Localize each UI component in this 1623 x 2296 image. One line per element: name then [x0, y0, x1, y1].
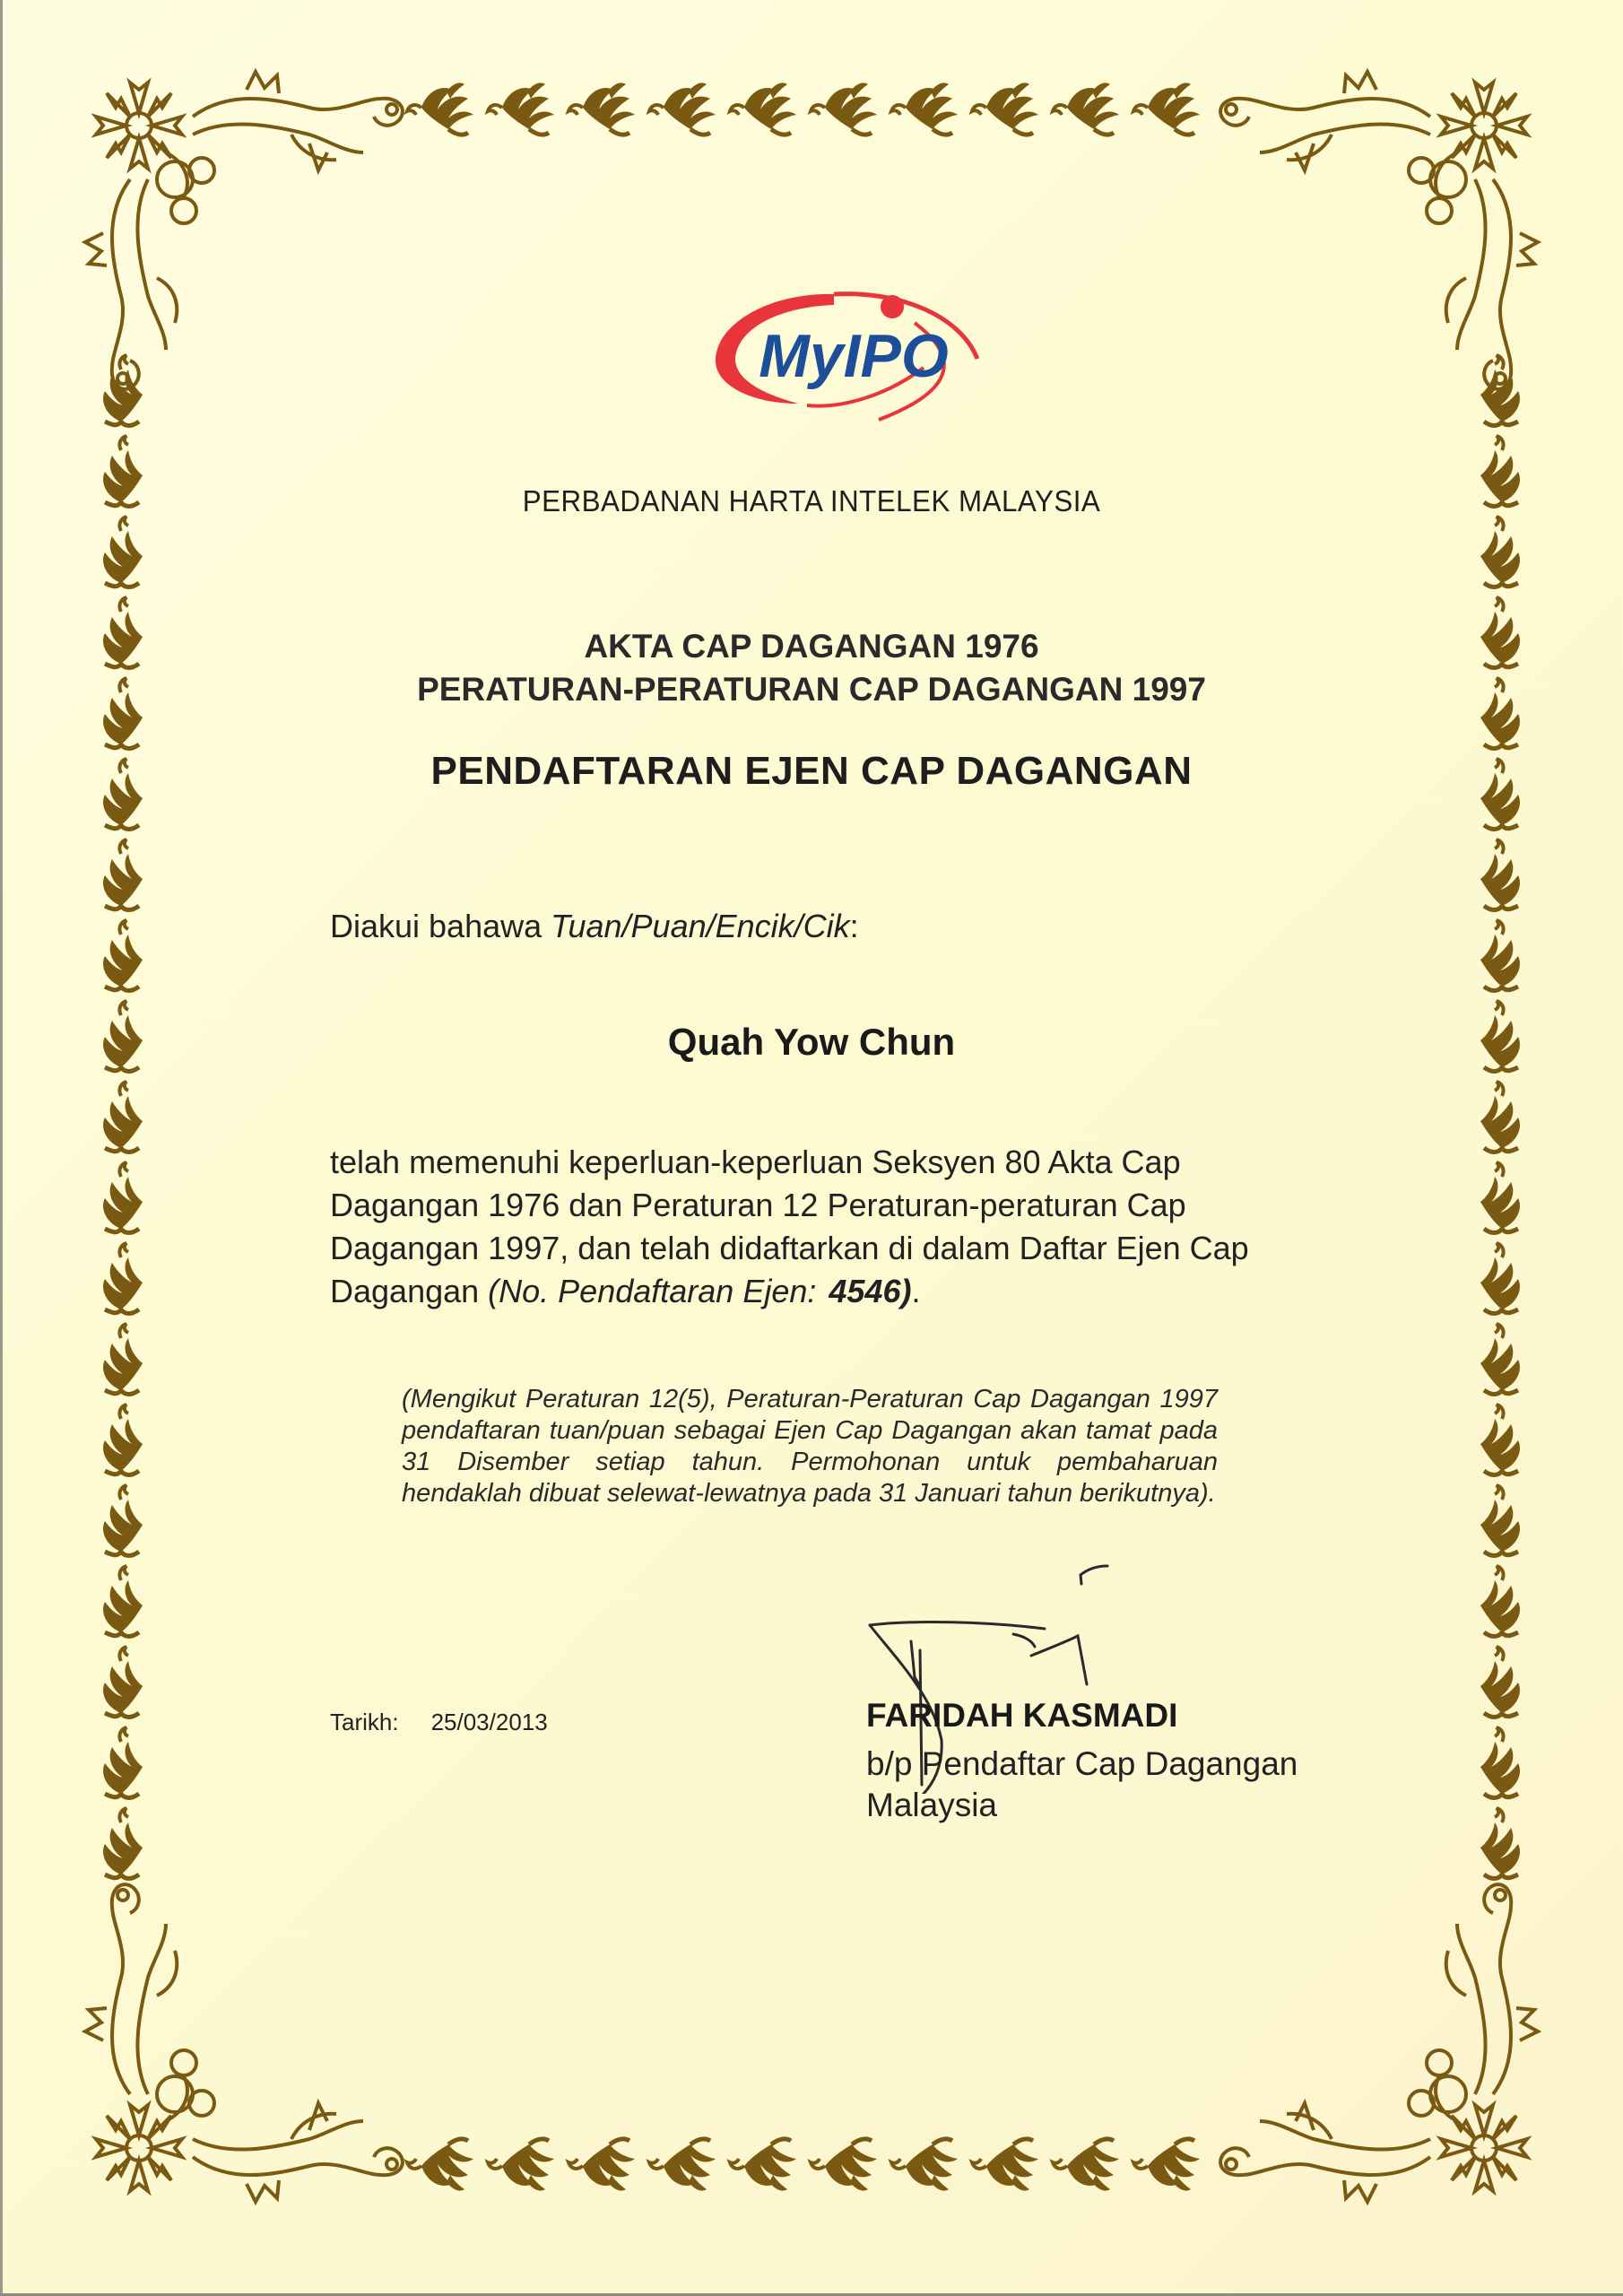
border-motif-left [103, 1566, 143, 1637]
registration-number: 4546) [829, 1273, 912, 1309]
border-motif-top [568, 83, 635, 135]
border-motif-left [103, 1405, 143, 1475]
corner-ornament-bottom-left [85, 1884, 403, 2202]
border-motif-bottom [891, 2139, 958, 2191]
border-motif-left [103, 1324, 143, 1395]
border-motif-right [1480, 1727, 1520, 1798]
border-motif-left [103, 920, 143, 991]
date-value: 25/03/2013 [430, 1709, 548, 1735]
acknowledgement-line [330, 908, 859, 945]
statement-end: . [911, 1273, 921, 1309]
border-motif-bottom [730, 2139, 796, 2191]
border-motif-bottom [1053, 2139, 1119, 2191]
salutation-colon: : [849, 908, 859, 944]
border-motif-right [1480, 1082, 1520, 1152]
agent-name: Quah Yow Chun [667, 1021, 956, 1063]
date-label: Tarikh: [330, 1709, 399, 1735]
border-motif-bottom [649, 2139, 716, 2191]
signatory-role-line-1: b/p Pendaftar Cap Dagangan [866, 1745, 1298, 1782]
border-motif-right [1480, 1243, 1520, 1314]
border-motif-right [1480, 1566, 1520, 1637]
salutation: Tuan/Puan/Encik/Cik [551, 908, 850, 944]
border-motif-top [407, 83, 473, 135]
border-motif-right [1480, 1162, 1520, 1233]
border-motif-bottom [811, 2139, 877, 2191]
mypo-logo-icon [699, 260, 1004, 448]
border-motif-left [103, 1082, 143, 1152]
border-motif-left [103, 839, 143, 910]
border-motif-right [1480, 1485, 1520, 1556]
border-motif-right [1480, 1324, 1520, 1395]
corner-ornament-top-right [1220, 72, 1538, 389]
border-motif-left [103, 1727, 143, 1798]
border-motif-bottom [1133, 2139, 1200, 2191]
border-motif-top [811, 83, 877, 135]
border-motif-left [103, 1162, 143, 1233]
corner-ornament-top-left [85, 72, 403, 389]
signatory-role-line-2: Malaysia [866, 1787, 997, 1823]
border-motif-bottom [407, 2139, 473, 2191]
renewal-note: (Mengikut Peraturan 12(5), Peraturan-Peraturan Cap Dagangan 1997 pendaftaran tuan/puan sebagai Ejen Cap Dagangan akan tamat pada 31 Disember setiap tahun. Permohonan untuk pembaharuan hendaklah dibuat selewat-lewatnya pada 31 Januari tahun berikutnya). [402, 1385, 1218, 1508]
border-motif-top [1053, 83, 1119, 135]
border-motif-left [103, 1808, 143, 1879]
border-motif-right [1480, 1808, 1520, 1879]
regulations-title: PERATURAN-PERATURAN CAP DAGANGAN 1997 [417, 671, 1206, 708]
logo-wordmark: MyIPO [759, 322, 949, 390]
border-motif-left [103, 1243, 143, 1314]
signatory-name: FARIDAH KASMADI [866, 1697, 1178, 1734]
border-motif-bottom [972, 2139, 1038, 2191]
signatory-role [866, 1744, 1298, 1826]
border-motif-top [649, 83, 716, 135]
border-motif-right [1480, 517, 1520, 587]
registration-label: (No. Pendaftaran Ejen: [488, 1273, 817, 1309]
organization-name: PERBADANAN HARTA INTELEK MALAYSIA [522, 484, 1101, 517]
border-motif-right [1480, 920, 1520, 991]
border-motif-bottom [568, 2139, 635, 2191]
border-motif-top [1133, 83, 1200, 135]
border-motif-right [1480, 839, 1520, 910]
certification-statement [330, 1141, 1334, 1313]
border-motif-top [891, 83, 958, 135]
border-motif-right [1480, 1405, 1520, 1475]
act-title: AKTA CAP DAGANGAN 1976 [584, 628, 1039, 665]
border-motif-top [488, 83, 554, 135]
border-motif-left [103, 517, 143, 587]
corner-ornament-bottom-right [1220, 1884, 1538, 2202]
border-motif-top [972, 83, 1038, 135]
acknowledgement-intro: Diakui bahawa [330, 908, 551, 944]
certificate-title: PENDAFTARAN EJEN CAP DAGANGAN [430, 749, 1193, 793]
border-motif-right [1480, 1647, 1520, 1718]
date-row [330, 1709, 548, 1736]
border-motif-left [103, 1647, 143, 1718]
border-motif-bottom [488, 2139, 554, 2191]
border-motif-top [730, 83, 796, 135]
statement-text: telah memenuhi keperluan-keperluan Seksyen 80 Akta Cap Dagangan 1976 dan Peraturan 12 Peraturan-peraturan Cap Dagangan 1997, dan telah didaftarkan di dalam Daftar Ejen Cap Dagangan [330, 1144, 1249, 1309]
border-motif-left [103, 1485, 143, 1556]
